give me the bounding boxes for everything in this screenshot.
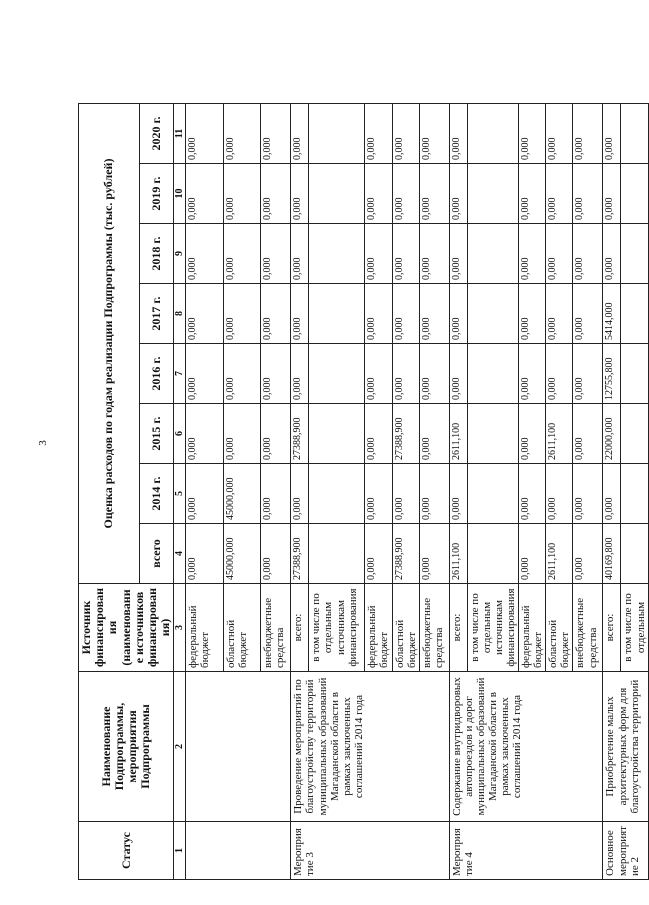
- col-number: 11: [174, 103, 186, 163]
- status-cell: [186, 822, 291, 880]
- value-cell: [467, 164, 518, 224]
- value-cell: 0,000: [291, 103, 309, 163]
- source-cell: всего:: [291, 584, 309, 672]
- value-cell: 0,000: [546, 284, 573, 344]
- value-cell: 27388,900: [392, 404, 419, 464]
- value-cell: 0,000: [392, 103, 419, 163]
- value-cell: 0,000: [291, 284, 309, 344]
- source-cell: внебюджетные средства: [573, 584, 603, 672]
- value-cell: 0,000: [419, 164, 449, 224]
- source-cell: внебюджетные средства: [419, 584, 449, 672]
- value-cell: 0,000: [261, 404, 291, 464]
- value-cell: [467, 224, 518, 284]
- value-cell: 0,000: [261, 284, 291, 344]
- status-cell: Мероприятие 3: [291, 822, 449, 880]
- value-cell: [621, 224, 648, 284]
- value-cell: [309, 524, 365, 584]
- value-cell: 2611,100: [449, 404, 467, 464]
- value-cell: 0,000: [573, 344, 603, 404]
- value-cell: 0,000: [573, 284, 603, 344]
- value-cell: 0,000: [365, 224, 392, 284]
- col-number: 7: [174, 344, 186, 404]
- value-cell: 0,000: [186, 103, 224, 163]
- value-cell: 0,000: [186, 284, 224, 344]
- value-cell: 0,000: [392, 284, 419, 344]
- value-cell: 0,000: [419, 284, 449, 344]
- col-number: 10: [174, 164, 186, 224]
- value-cell: 27388,900: [291, 524, 309, 584]
- col-number: 8: [174, 284, 186, 344]
- source-cell: в том числе по отдельным источникам финансирования: [467, 584, 518, 672]
- source-cell: федеральный бюджет: [365, 584, 392, 672]
- value-cell: 0,000: [603, 224, 621, 284]
- value-cell: 2611,100: [449, 524, 467, 584]
- value-cell: 0,000: [573, 524, 603, 584]
- value-cell: 0,000: [546, 164, 573, 224]
- value-cell: [309, 284, 365, 344]
- value-cell: 0,000: [449, 464, 467, 524]
- value-cell: 0,000: [261, 164, 291, 224]
- value-cell: 0,000: [603, 103, 621, 163]
- value-cell: 22000,000: [603, 404, 621, 464]
- value-cell: 0,000: [419, 103, 449, 163]
- value-cell: 0,000: [224, 284, 261, 344]
- col-number: 4: [174, 524, 186, 584]
- value-cell: 0,000: [392, 344, 419, 404]
- value-cell: 0,000: [261, 103, 291, 163]
- value-cell: 0,000: [261, 344, 291, 404]
- value-cell: 0,000: [291, 344, 309, 404]
- value-cell: 0,000: [365, 464, 392, 524]
- header-status: Статус: [79, 822, 174, 880]
- value-cell: 0,000: [419, 344, 449, 404]
- value-cell: 0,000: [519, 164, 546, 224]
- name-cell: Приобретение малых архитектурных форм для благоустройства территорий: [603, 672, 648, 822]
- value-cell: 0,000: [573, 103, 603, 163]
- source-cell: внебюджетные средства: [261, 584, 291, 672]
- value-cell: 0,000: [224, 164, 261, 224]
- value-cell: 0,000: [519, 103, 546, 163]
- value-cell: 0,000: [546, 103, 573, 163]
- value-cell: 0,000: [365, 103, 392, 163]
- value-cell: 0,000: [186, 404, 224, 464]
- header-estimate: Оценка расходов по годам реализации Подпрограммы (тыс. рублей): [79, 103, 140, 583]
- value-cell: 0,000: [186, 224, 224, 284]
- header-source: Источник финансирования (наименование источников финансирования): [79, 584, 174, 672]
- col-number: 2: [174, 672, 186, 822]
- budget-table: [78, 29, 649, 880]
- value-cell: [621, 164, 648, 224]
- value-cell: 2611,100: [546, 524, 573, 584]
- value-cell: 2611,100: [546, 404, 573, 464]
- value-cell: 0,000: [449, 224, 467, 284]
- source-cell: областной бюджет: [392, 584, 419, 672]
- value-cell: 0,000: [519, 284, 546, 344]
- value-cell: 0,000: [573, 224, 603, 284]
- value-cell: 0,000: [573, 164, 603, 224]
- value-cell: 0,000: [365, 524, 392, 584]
- source-cell: всего:: [449, 584, 467, 672]
- value-cell: [621, 103, 648, 163]
- source-cell: федеральный бюджет: [186, 584, 224, 672]
- value-cell: [621, 404, 648, 464]
- source-cell: в том числе по отдельным: [621, 584, 648, 672]
- value-cell: 5414,000: [603, 284, 621, 344]
- header-year: 2016 г.: [139, 344, 173, 404]
- source-cell: всего:: [603, 584, 621, 672]
- source-cell: в том числе по отдельным источникам финансирования: [309, 584, 365, 672]
- header-name: Наименование Подпрограммы, мероприятия Подпрограммы: [79, 672, 174, 822]
- source-cell: федеральный бюджет: [519, 584, 546, 672]
- status-cell: Мероприятие 4: [449, 822, 603, 880]
- value-cell: 27388,900: [291, 404, 309, 464]
- value-cell: 0,000: [419, 404, 449, 464]
- value-cell: 0,000: [519, 404, 546, 464]
- source-cell: областной бюджет: [224, 584, 261, 672]
- value-cell: 0,000: [449, 284, 467, 344]
- value-cell: 45000,000: [224, 464, 261, 524]
- value-cell: 45000,000: [224, 524, 261, 584]
- header-year: 2020 г.: [139, 103, 173, 163]
- value-cell: 0,000: [419, 464, 449, 524]
- value-cell: 0,000: [419, 224, 449, 284]
- status-cell: Основное мероприятие 2: [603, 822, 648, 880]
- value-cell: 0,000: [519, 464, 546, 524]
- col-number: 3: [174, 584, 186, 672]
- value-cell: [621, 344, 648, 404]
- value-cell: 0,000: [365, 404, 392, 464]
- header-year: 2017 г.: [139, 284, 173, 344]
- value-cell: 0,000: [224, 344, 261, 404]
- value-cell: [467, 103, 518, 163]
- col-number: 5: [174, 464, 186, 524]
- value-cell: [467, 524, 518, 584]
- value-cell: 0,000: [546, 344, 573, 404]
- value-cell: 0,000: [224, 224, 261, 284]
- value-cell: [309, 404, 365, 464]
- value-cell: 0,000: [291, 464, 309, 524]
- value-cell: 0,000: [449, 344, 467, 404]
- value-cell: 0,000: [186, 344, 224, 404]
- value-cell: 0,000: [392, 164, 419, 224]
- col-number: 1: [174, 822, 186, 880]
- header-year: 2015 г.: [139, 404, 173, 464]
- value-cell: 0,000: [449, 164, 467, 224]
- value-cell: 0,000: [261, 224, 291, 284]
- value-cell: 0,000: [519, 224, 546, 284]
- value-cell: [621, 464, 648, 524]
- name-cell: Проведение мероприятий по благоустройству территорий муниципальных образований Магаданской области в рамках заключенных соглашений 2014 года: [291, 672, 449, 822]
- value-cell: 0,000: [546, 224, 573, 284]
- value-cell: [309, 344, 365, 404]
- value-cell: 12755,800: [603, 344, 621, 404]
- value-cell: 0,000: [186, 464, 224, 524]
- value-cell: 0,000: [365, 284, 392, 344]
- value-cell: 0,000: [573, 464, 603, 524]
- value-cell: [467, 344, 518, 404]
- value-cell: [309, 164, 365, 224]
- value-cell: [309, 224, 365, 284]
- value-cell: 0,000: [603, 464, 621, 524]
- value-cell: 0,000: [419, 524, 449, 584]
- value-cell: [309, 464, 365, 524]
- value-cell: 0,000: [449, 103, 467, 163]
- value-cell: 0,000: [365, 344, 392, 404]
- value-cell: [467, 404, 518, 464]
- header-total: всего: [139, 524, 173, 584]
- source-cell: областной бюджет: [546, 584, 573, 672]
- header-year: 2018 г.: [139, 224, 173, 284]
- col-number: 6: [174, 404, 186, 464]
- value-cell: 0,000: [224, 103, 261, 163]
- value-cell: 0,000: [392, 464, 419, 524]
- value-cell: 0,000: [392, 224, 419, 284]
- value-cell: [309, 103, 365, 163]
- value-cell: 0,000: [365, 164, 392, 224]
- value-cell: [621, 524, 648, 584]
- value-cell: 0,000: [186, 524, 224, 584]
- value-cell: 0,000: [519, 524, 546, 584]
- name-cell: Содержание внутридворовых автопроездов и дорог муниципальных образований Магаданской области в рамках заключенных соглашений 2014 года: [449, 672, 603, 822]
- value-cell: 0,000: [291, 224, 309, 284]
- value-cell: [467, 464, 518, 524]
- header-year: 2019 г.: [139, 164, 173, 224]
- rotated-page: [78, 30, 647, 880]
- page-number: 3: [36, 440, 49, 446]
- header-year: 2014 г.: [139, 464, 173, 524]
- value-cell: 40169,800: [603, 524, 621, 584]
- value-cell: 0,000: [261, 524, 291, 584]
- value-cell: 0,000: [291, 164, 309, 224]
- value-cell: 27388,900: [392, 524, 419, 584]
- value-cell: [621, 284, 648, 344]
- value-cell: 0,000: [603, 164, 621, 224]
- value-cell: [467, 284, 518, 344]
- value-cell: 0,000: [224, 404, 261, 464]
- value-cell: 0,000: [573, 404, 603, 464]
- value-cell: 0,000: [519, 344, 546, 404]
- value-cell: 0,000: [546, 464, 573, 524]
- col-number: 9: [174, 224, 186, 284]
- name-cell: [186, 672, 291, 822]
- value-cell: 0,000: [261, 464, 291, 524]
- value-cell: 0,000: [186, 164, 224, 224]
